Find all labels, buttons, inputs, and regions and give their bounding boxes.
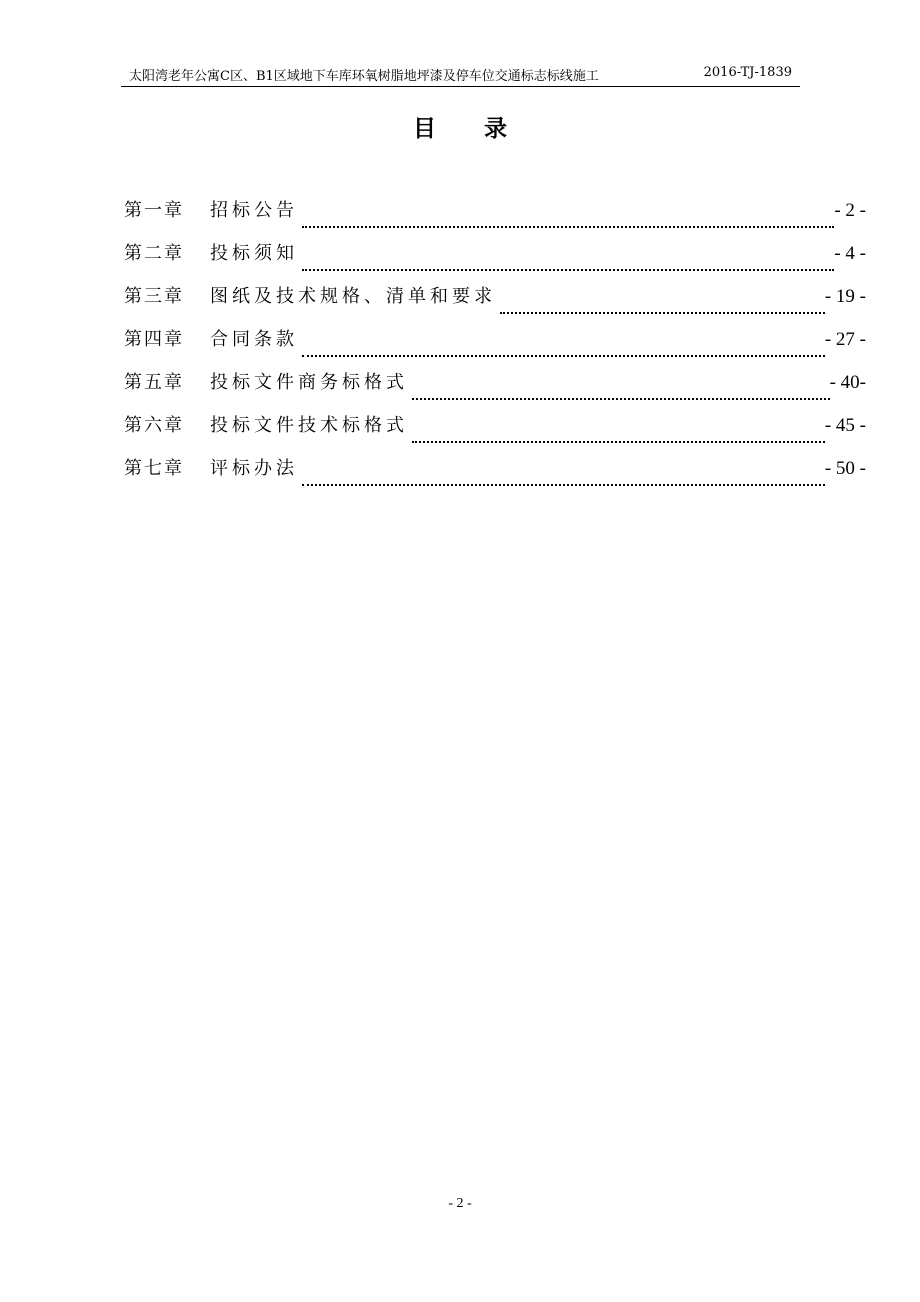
- toc-chapter-number: 第七章: [124, 458, 184, 479]
- toc-chapter-number: 第四章: [124, 329, 184, 350]
- toc-chapter-name: 投标须知: [210, 243, 298, 264]
- toc-page-number: - 45 -: [824, 415, 866, 436]
- page-header: [121, 62, 800, 87]
- toc-dot-leader: [412, 441, 825, 443]
- toc-chapter-name: 招标公告: [210, 200, 298, 221]
- toc-chapter-name: 合同条款: [210, 329, 298, 350]
- toc-chapter-number: 第二章: [124, 243, 184, 264]
- toc-dot-leader: [412, 398, 830, 400]
- toc-chapter-number: 第三章: [124, 286, 184, 307]
- toc-entry[interactable]: [124, 411, 866, 454]
- toc-entry[interactable]: [124, 196, 866, 239]
- toc-chapter-number: 第五章: [124, 372, 184, 393]
- toc-entry[interactable]: [124, 282, 866, 325]
- toc-entry[interactable]: [124, 368, 866, 411]
- toc-page-number: - 50 -: [824, 458, 866, 479]
- toc-page-number: - 27 -: [824, 329, 866, 350]
- toc-page-number: - 2 -: [834, 200, 866, 221]
- toc-page-number: - 4 -: [834, 243, 866, 264]
- table-of-contents: [124, 196, 866, 497]
- toc-dot-leader: [302, 269, 834, 271]
- toc-dot-leader: [302, 484, 825, 486]
- page-footer-number: - 2 -: [448, 1196, 472, 1211]
- toc-chapter-name: 图纸及技术规格、清单和要求: [210, 286, 496, 307]
- toc-page-number: - 40-: [829, 372, 866, 393]
- toc-chapter-name: 评标办法: [210, 458, 298, 479]
- toc-dot-leader: [302, 226, 834, 228]
- toc-chapter-number: 第六章: [124, 415, 184, 436]
- toc-heading: 目录: [413, 115, 555, 142]
- header-project-title: 太阳湾老年公寓C区、B1区域地下车库环氧树脂地坪漆及停车位交通标志标线施工: [129, 69, 599, 84]
- toc-chapter-number: 第一章: [124, 200, 184, 221]
- toc-chapter-name: 投标文件商务标格式: [210, 372, 408, 393]
- toc-page-number: - 19 -: [824, 286, 866, 307]
- toc-entry[interactable]: [124, 239, 866, 282]
- toc-entry[interactable]: [124, 325, 866, 368]
- toc-entry[interactable]: [124, 454, 866, 497]
- toc-dot-leader: [500, 312, 825, 314]
- toc-dot-leader: [302, 355, 825, 357]
- toc-chapter-name: 投标文件技术标格式: [210, 415, 408, 436]
- header-document-code: 2016-TJ-1839: [703, 65, 792, 80]
